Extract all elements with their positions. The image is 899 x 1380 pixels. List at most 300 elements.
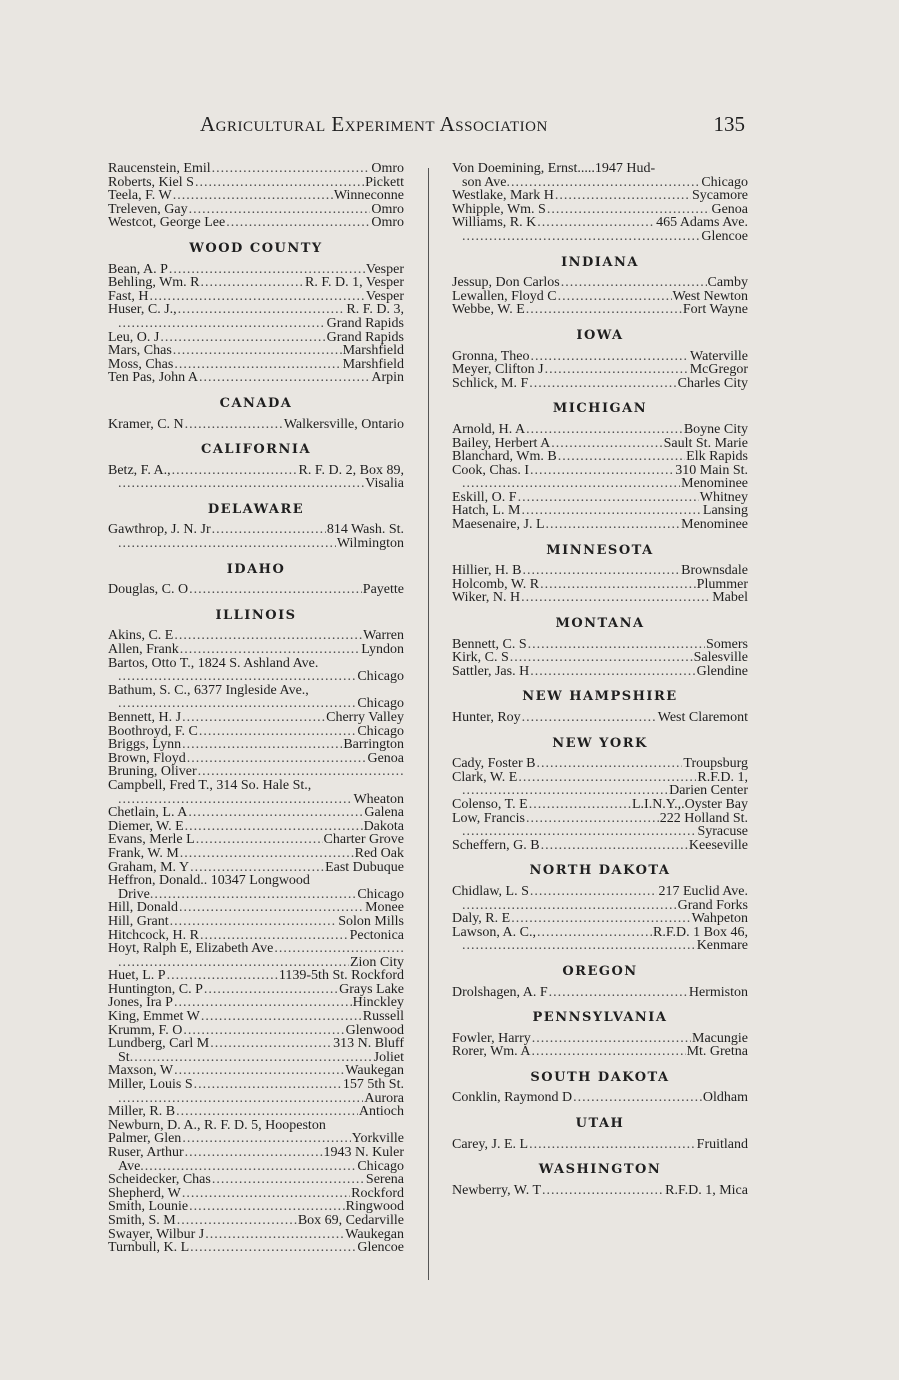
entry-location: Vesper xyxy=(365,288,404,304)
entry-name: Ten Pas, John A xyxy=(108,370,199,386)
dot-leader xyxy=(545,363,689,377)
directory-entry xyxy=(452,189,748,203)
entry-name: Douglas, C. O xyxy=(108,582,189,598)
entry-name: Shepherd, W xyxy=(108,1185,181,1201)
entry-name: Newberry, W. T xyxy=(452,1182,542,1198)
section-heading: NORTH DAKOTA xyxy=(529,863,671,879)
dot-leader xyxy=(180,643,360,657)
entry-continuation xyxy=(452,825,748,839)
section-heading: UTAH xyxy=(575,1116,625,1132)
dot-leader xyxy=(462,230,700,244)
dot-leader xyxy=(172,464,298,478)
directory-entry xyxy=(452,926,748,940)
column-divider xyxy=(428,168,429,1280)
entry-location: Grand Forks xyxy=(677,897,748,913)
entry-location: Waukegan xyxy=(345,1063,404,1079)
entry-continuation xyxy=(108,537,404,551)
entry-location: Elk Rapids xyxy=(686,449,748,465)
directory-entry xyxy=(452,423,748,437)
directory-entry xyxy=(452,491,748,505)
entry-location: Walkersville, Ontario xyxy=(283,416,404,432)
entry-name: Hitchcock, H. R xyxy=(108,927,199,943)
entry-continuation xyxy=(452,176,748,190)
dot-leader xyxy=(150,888,356,902)
section-heading: SOUTH DAKOTA xyxy=(530,1069,670,1085)
entry-location: Sault St. Marie xyxy=(663,435,748,451)
dot-leader xyxy=(198,765,403,779)
entry-name: Wiker, N. H xyxy=(452,590,521,606)
directory-entry xyxy=(452,757,748,771)
dot-leader xyxy=(210,1037,332,1051)
entry-continuation xyxy=(452,939,748,953)
entry-name: Ruser, Arthur xyxy=(108,1145,184,1160)
dot-leader xyxy=(174,358,341,372)
dot-leader xyxy=(190,861,324,875)
entry-location: Salesville xyxy=(693,650,748,666)
entry-location: Pickett xyxy=(365,174,404,190)
dot-leader xyxy=(541,839,688,853)
entry-name: Huser, C. J., xyxy=(108,302,177,318)
dot-leader xyxy=(226,216,370,230)
directory-entry xyxy=(108,847,404,861)
directory-entry xyxy=(452,1045,748,1059)
dot-leader xyxy=(189,1200,345,1214)
directory-entry xyxy=(452,518,748,532)
directory-entry xyxy=(108,1173,404,1187)
entry-name: Bennett, C. S xyxy=(452,636,527,652)
dot-leader xyxy=(118,477,364,491)
dot-leader xyxy=(200,929,349,943)
section-heading: OREGON xyxy=(562,963,638,979)
entry-name: Holcomb, W. R xyxy=(452,576,540,592)
dot-leader xyxy=(201,1010,362,1024)
entry-location: Oldham xyxy=(702,1090,748,1106)
dot-leader xyxy=(537,216,655,230)
directory-entry xyxy=(452,591,748,605)
directory-entry xyxy=(108,833,404,847)
directory-entry xyxy=(108,203,404,217)
entry-location: Boyne City xyxy=(683,421,748,437)
directory-entry xyxy=(452,912,748,926)
directory-entry xyxy=(108,942,404,956)
dot-leader xyxy=(530,464,674,478)
entry-location: Antioch xyxy=(358,1104,404,1120)
directory-entry xyxy=(108,929,404,943)
entry-location: Yorkville xyxy=(351,1131,404,1147)
dot-leader xyxy=(546,518,681,532)
entry-location: Visalia xyxy=(365,476,404,492)
dot-leader xyxy=(170,915,338,929)
entry-location: Cherry Valley xyxy=(326,710,404,725)
dot-leader xyxy=(173,189,333,203)
directory-entry xyxy=(452,350,748,364)
entry-name: Gawthrop, J. N. Jr xyxy=(108,522,211,538)
directory-entry xyxy=(108,523,404,537)
entry-location: Glenwood xyxy=(345,1022,404,1038)
directory-entry xyxy=(108,643,404,657)
entry-name: Lewallen, Floyd C xyxy=(452,288,557,304)
entry-continuation xyxy=(452,784,748,798)
dot-leader xyxy=(212,1173,365,1187)
directory-entry xyxy=(108,1078,404,1092)
directory-entry xyxy=(108,331,404,345)
entry-name: Hoyt, Ralph E, Elizabeth Ave xyxy=(108,941,274,957)
directory-entry xyxy=(108,290,404,304)
entry-name: Chidlaw, L. S xyxy=(452,883,529,899)
dot-leader xyxy=(188,806,363,820)
dot-leader xyxy=(537,926,652,940)
directory-entry xyxy=(452,798,748,812)
section-heading: ILLINOIS xyxy=(215,607,297,623)
entry-name: Fast, H xyxy=(108,288,149,304)
directory-entry xyxy=(108,820,404,834)
entry-location: Marshfield xyxy=(342,356,404,372)
directory-line: Heffron, Donald.. 10347 Longwood xyxy=(108,873,310,889)
entry-location: Glencoe xyxy=(357,1240,404,1256)
entry-name: Miller, Louis S xyxy=(108,1077,193,1093)
dot-leader xyxy=(204,983,338,997)
entry-name: Miller, R. B xyxy=(108,1104,176,1120)
directory-entry xyxy=(108,1187,404,1201)
directory-entry xyxy=(108,725,404,739)
entry-name: Brown, Floyd xyxy=(108,750,186,766)
entry-location: Troupsburg xyxy=(683,756,748,772)
entry-name: Jones, Ira P xyxy=(108,995,173,1011)
dot-leader xyxy=(274,942,403,956)
directory-entry xyxy=(452,504,748,518)
entry-location: Menominee xyxy=(681,476,748,492)
entry-name: Huntington, C. P xyxy=(108,981,203,997)
entry-name: son Ave xyxy=(462,174,507,190)
entry-name: Daly, R. E xyxy=(452,911,511,927)
directory-entry xyxy=(108,629,404,643)
directory-entry xyxy=(108,1064,404,1078)
dot-leader xyxy=(185,820,363,834)
directory-entry xyxy=(108,983,404,997)
entry-name: Briggs, Lynn xyxy=(108,737,182,753)
entry-name: Hunter, Roy xyxy=(452,710,521,725)
directory-entry xyxy=(452,711,748,725)
entry-name: Frank, W. M xyxy=(108,845,179,861)
directory-entry xyxy=(452,885,748,899)
dot-leader xyxy=(529,1138,696,1152)
entry-name: Bailey, Herbert A xyxy=(452,435,551,451)
entry-name: Westlake, Mark H xyxy=(452,188,554,204)
dot-leader xyxy=(182,1132,350,1146)
entry-location: East Dubuque xyxy=(325,859,404,875)
directory-entry xyxy=(108,806,404,820)
entry-name: Graham, M. Y xyxy=(108,859,190,875)
dot-leader xyxy=(185,418,283,432)
dot-leader xyxy=(462,477,680,491)
entry-name: Ave xyxy=(118,1158,141,1174)
directory-entry xyxy=(452,665,748,679)
dot-leader xyxy=(189,583,362,597)
directory-entry xyxy=(452,1138,748,1152)
directory-entry xyxy=(452,216,748,230)
entry-name: Scheidecker, Chas xyxy=(108,1172,211,1188)
entry-name: Boothroyd, F. C xyxy=(108,723,198,739)
dot-leader xyxy=(558,290,672,304)
dot-leader xyxy=(149,290,364,304)
entry-location: Chicago xyxy=(357,886,404,902)
entry-continuation xyxy=(452,899,748,913)
dot-leader xyxy=(521,504,701,518)
dot-leader xyxy=(195,176,364,190)
entry-location: Camby xyxy=(707,275,748,291)
entry-name: Clark, W. E xyxy=(452,769,518,785)
dot-leader xyxy=(212,162,371,176)
directory-entry xyxy=(108,969,404,983)
entry-location: Charter Grove xyxy=(323,832,404,848)
directory-entry xyxy=(108,263,404,277)
entry-name: Diemer, W. E xyxy=(108,818,184,834)
entry-name: Kirk, C. S xyxy=(452,650,509,666)
entry-location: Hinckley xyxy=(352,995,404,1011)
dot-leader xyxy=(118,956,349,970)
entry-location: Brownsdale xyxy=(681,563,748,579)
directory-entry xyxy=(452,638,748,652)
directory-entry xyxy=(108,765,404,779)
entry-location: Serena xyxy=(365,1172,404,1188)
dot-leader xyxy=(532,1032,691,1046)
entry-location: Arpin xyxy=(371,370,404,386)
dot-leader xyxy=(169,263,365,277)
dot-leader xyxy=(179,901,364,915)
section-heading: CANADA xyxy=(219,395,293,411)
entry-name: Cady, Foster B xyxy=(452,756,536,772)
entry-continuation xyxy=(108,793,404,807)
directory-entry xyxy=(452,377,748,391)
dot-leader xyxy=(558,450,685,464)
dot-leader xyxy=(555,189,691,203)
dot-leader xyxy=(526,812,659,826)
entry-name: Conklin, Raymond D xyxy=(452,1090,573,1106)
dot-leader xyxy=(189,203,371,217)
directory-entry xyxy=(108,738,404,752)
directory-line: Campbell, Fred T., 314 So. Hale St., xyxy=(108,777,312,793)
entry-name: Bennett, H. J xyxy=(108,710,182,725)
dot-leader xyxy=(532,1045,686,1059)
entry-location: Grand Rapids xyxy=(326,329,404,345)
entry-continuation xyxy=(108,697,404,711)
dot-leader xyxy=(526,423,683,437)
directory-entry xyxy=(452,986,748,1000)
entry-continuation xyxy=(108,1160,404,1174)
entry-location: 217 Euclid Ave. xyxy=(658,883,748,899)
entry-location: Chicago xyxy=(357,696,404,712)
entry-location: R. F. D. 2, Box 89, xyxy=(298,462,404,478)
entry-location: 222 Holland St. xyxy=(659,810,748,826)
dot-leader xyxy=(531,350,690,364)
directory-entry xyxy=(108,1241,404,1255)
entry-location: Warren xyxy=(363,628,404,644)
entry-name: Cook, Chas. I xyxy=(452,462,529,478)
entry-location: Joliet xyxy=(373,1049,404,1065)
entry-location: 157 5th St. xyxy=(342,1077,404,1093)
entry-name: Rorer, Wm. A xyxy=(452,1044,531,1060)
entry-name: Teela, F. W xyxy=(108,188,172,204)
dot-leader xyxy=(521,591,711,605)
entry-location: Ringwood xyxy=(345,1199,404,1215)
entry-name: Drive xyxy=(118,886,150,902)
directory-entry xyxy=(108,344,404,358)
dot-leader xyxy=(182,738,342,752)
entry-location: Fort Wayne xyxy=(682,302,748,318)
directory-entry xyxy=(108,276,404,290)
directory-entry xyxy=(452,464,748,478)
directory-entry xyxy=(452,303,748,317)
entry-continuation xyxy=(452,230,748,244)
directory-entry xyxy=(108,176,404,190)
entry-name: Behling, Wm. R xyxy=(108,275,200,291)
entry-location: Genoa xyxy=(367,750,404,766)
dot-leader xyxy=(530,665,695,679)
directory-entry xyxy=(108,583,404,597)
entry-location: Solon Mills xyxy=(338,913,404,929)
entry-location: Hermiston xyxy=(688,984,748,1000)
directory-entry xyxy=(108,1037,404,1051)
entry-location: Omro xyxy=(371,201,404,217)
dot-leader xyxy=(529,377,676,391)
entry-name: Williams, R. K xyxy=(452,215,537,231)
entry-location: Monee xyxy=(365,900,404,916)
entry-location: R. F. D. 1, Vesper xyxy=(305,275,404,291)
entry-name: Bruning, Oliver xyxy=(108,764,197,780)
dot-leader xyxy=(174,1064,344,1078)
entry-continuation xyxy=(108,888,404,902)
dot-leader xyxy=(177,1214,297,1228)
directory-line: Bathum, S. C., 6377 Ingleside Ave., xyxy=(108,682,309,698)
entry-name: Swayer, Wilbur J xyxy=(108,1226,205,1242)
directory-entry xyxy=(452,290,748,304)
dot-leader xyxy=(506,176,700,190)
entry-location: Galena xyxy=(364,805,404,821)
entry-name: Mars, Chas xyxy=(108,343,172,359)
entry-location: Aurora xyxy=(364,1090,404,1106)
entry-location: Grays Lake xyxy=(339,981,404,997)
entry-location: 1139-5th St. Rockford xyxy=(278,968,404,984)
directory-entry xyxy=(452,578,748,592)
dot-leader xyxy=(529,798,631,812)
entry-name: Roberts, Kiel S xyxy=(108,174,194,190)
dot-leader xyxy=(573,1091,702,1105)
entry-location: Darien Center xyxy=(669,783,748,799)
entry-location: Winneconne xyxy=(333,188,404,204)
entry-location: 1943 N. Kuler xyxy=(323,1145,404,1160)
entry-location: Kenmare xyxy=(696,938,748,954)
dot-leader xyxy=(199,371,370,385)
entry-location: Pectonica xyxy=(349,927,404,943)
entry-name: Maxson, W xyxy=(108,1063,174,1079)
entry-location: Wheaton xyxy=(353,791,404,807)
dot-leader xyxy=(542,1184,664,1198)
section-heading: NEW HAMPSHIRE xyxy=(522,689,678,705)
entry-name: Evans, Merle L xyxy=(108,832,195,848)
entry-location: Chicago xyxy=(701,174,748,190)
entry-location: Marshfield xyxy=(342,343,404,359)
section-heading: MONTANA xyxy=(555,616,645,632)
dot-leader xyxy=(522,711,657,725)
dot-leader xyxy=(118,697,356,711)
section-heading: IDAHO xyxy=(226,561,286,577)
dot-leader xyxy=(511,912,690,926)
entry-continuation xyxy=(108,956,404,970)
dot-leader xyxy=(194,1078,342,1092)
entry-location: Barrington xyxy=(343,737,404,753)
entry-name: Hill, Donald xyxy=(108,900,178,916)
entry-location: Keeseville xyxy=(688,837,748,853)
section-heading: WOOD COUNTY xyxy=(189,240,323,256)
directory-entry xyxy=(452,1091,748,1105)
entry-location: Glencoe xyxy=(701,228,748,244)
directory-entry xyxy=(452,450,748,464)
dot-leader xyxy=(190,1241,356,1255)
entry-name: Low, Francis xyxy=(452,810,525,826)
directory-entry xyxy=(108,1200,404,1214)
entry-name: Turnbull, K. L xyxy=(108,1240,190,1256)
directory-entry xyxy=(108,996,404,1010)
directory-entry xyxy=(452,363,748,377)
entry-continuation xyxy=(108,1051,404,1065)
dot-leader xyxy=(118,1092,363,1106)
dot-leader xyxy=(212,523,326,537)
dot-leader xyxy=(518,491,699,505)
entry-location: Waterville xyxy=(690,348,748,364)
dot-leader xyxy=(518,771,696,785)
dot-leader xyxy=(462,939,696,953)
entry-name: Bean, A. P xyxy=(108,261,168,277)
directory-entry xyxy=(452,1032,748,1046)
directory-entry xyxy=(108,1132,404,1146)
entry-location: R. F. D. 3, xyxy=(346,302,404,318)
entry-location: Omro xyxy=(371,161,404,176)
dot-leader xyxy=(526,303,682,317)
entry-location: Russell xyxy=(362,1009,404,1025)
entry-location: Mt. Gretna xyxy=(686,1044,748,1060)
right-column xyxy=(452,162,748,1197)
directory-entry xyxy=(108,1024,404,1038)
entry-continuation xyxy=(108,670,404,684)
directory-entry xyxy=(108,216,404,230)
section-heading: WASHINGTON xyxy=(538,1162,662,1178)
entry-continuation xyxy=(108,477,404,491)
directory-entry xyxy=(108,861,404,875)
entry-name: Lawson, A. C., xyxy=(452,924,536,940)
entry-name: Palmer, Glen xyxy=(108,1131,182,1147)
entry-name: Whipple, Wm. S xyxy=(452,201,546,217)
entry-name: Hillier, H. B xyxy=(452,563,522,579)
entry-name: St xyxy=(118,1049,130,1065)
entry-location: Wilmington xyxy=(336,536,404,552)
directory-entry xyxy=(452,437,748,451)
entry-location: 814 Wash. St. xyxy=(326,522,404,538)
entry-name: Treleven, Gay xyxy=(108,201,188,217)
entry-continuation xyxy=(108,317,404,331)
dot-leader xyxy=(118,793,352,807)
directory-entry xyxy=(108,464,404,478)
entry-name: Kramer, C. N xyxy=(108,416,184,432)
dot-leader xyxy=(462,825,696,839)
entry-location: Vesper xyxy=(365,261,404,277)
entry-location: Plummer xyxy=(696,576,748,592)
entry-name: Meyer, Clifton J xyxy=(452,362,544,378)
entry-location: Dakota xyxy=(363,818,404,834)
entry-location: Somers xyxy=(706,636,748,652)
directory-entry xyxy=(108,1146,404,1160)
dot-leader xyxy=(130,1051,373,1065)
dot-leader xyxy=(561,276,707,290)
